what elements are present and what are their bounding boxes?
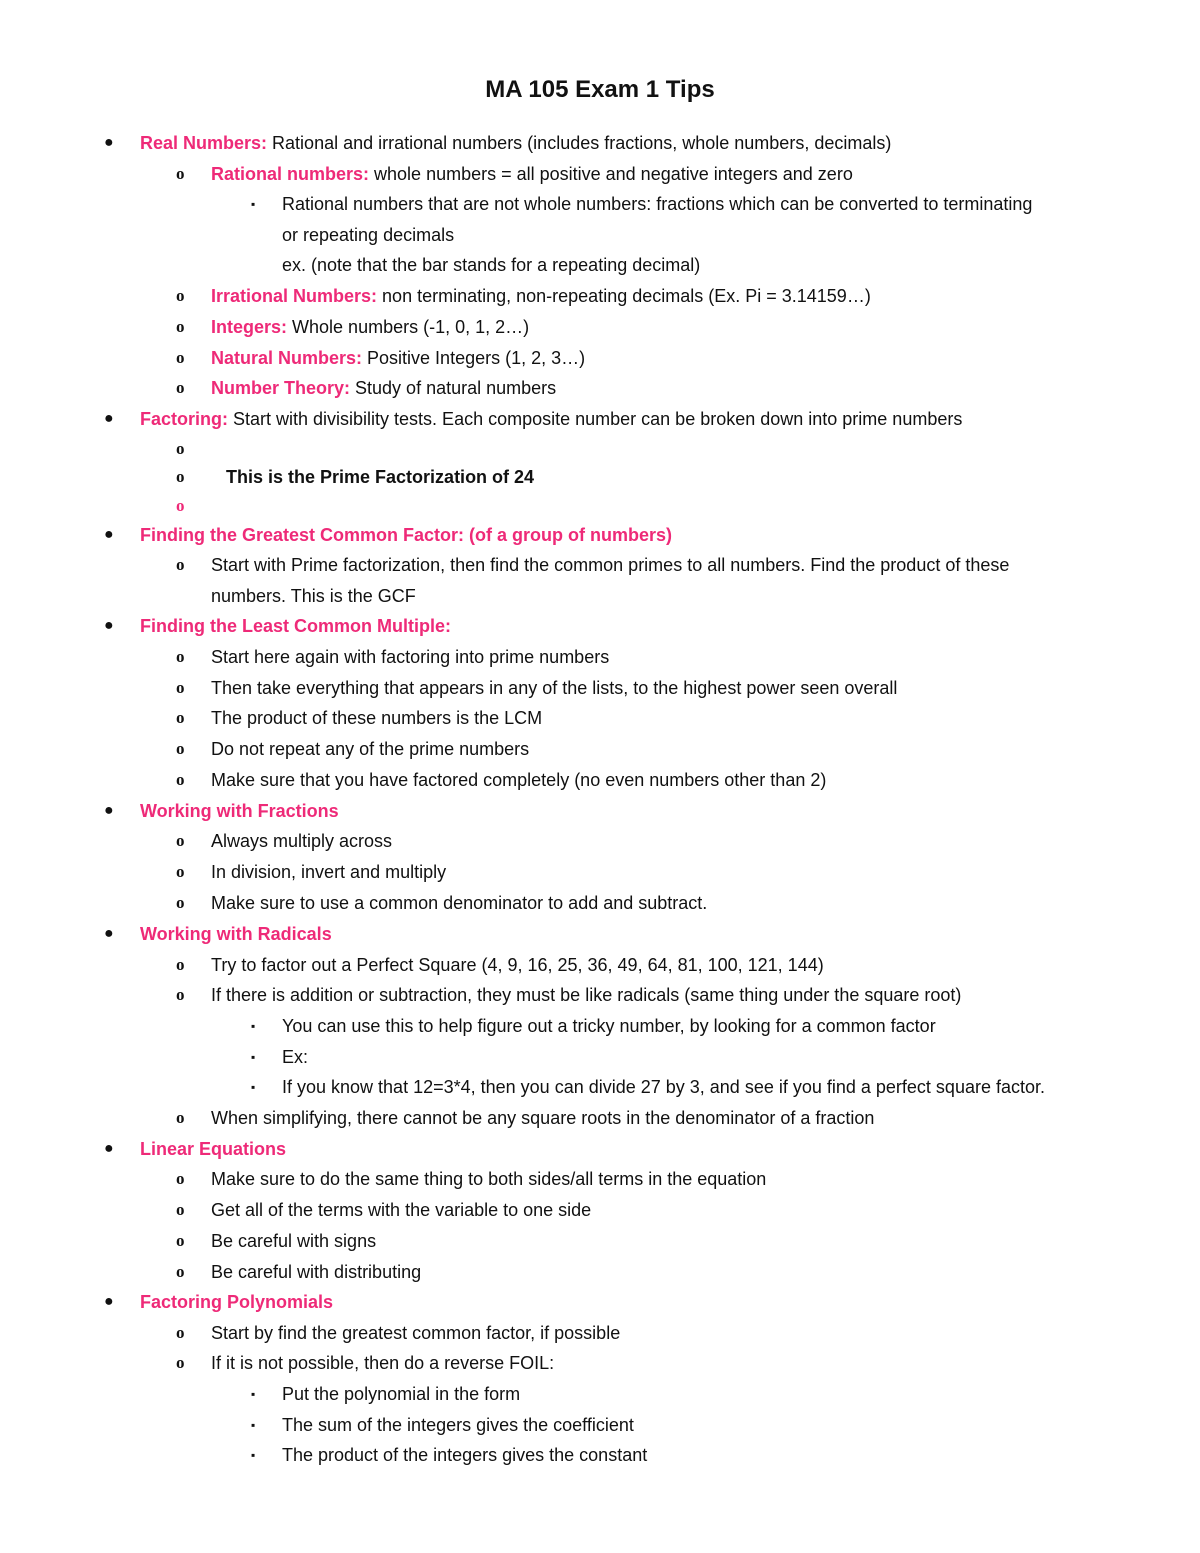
- section-heading: Factoring:: [140, 409, 228, 429]
- bullet-icon: o: [176, 678, 185, 697]
- bullet-icon: o: [176, 1231, 185, 1250]
- list-item: o Be careful with signs: [176, 1231, 377, 1251]
- bullet-icon: o: [176, 1262, 185, 1281]
- list-item: o Make sure that you have factored completely (no even numbers other than 2): [176, 770, 827, 790]
- bullet-icon: ▪: [251, 197, 256, 211]
- list-item: ▪ You can use this to help figure out a tricky number, by looking for a common factor: [251, 1016, 936, 1036]
- list-item: ▪ If you know that 12=3*4, then you can divide 27 by 3, and see if you find a perfect square factor.: [251, 1077, 1045, 1097]
- bullet-icon: o: [176, 555, 185, 574]
- bullet-icon: ▪: [251, 1080, 256, 1094]
- list-item: o The product of these numbers is the LCM: [176, 708, 543, 728]
- list-item: o This is the Prime Factorization of 24: [176, 467, 535, 487]
- bullet-icon: o: [176, 893, 185, 912]
- bullet-icon: ●: [104, 526, 114, 543]
- list-item: o Start by find the greatest common factor, if possible: [176, 1323, 621, 1343]
- bullet-icon: o: [176, 647, 185, 666]
- bullet-icon: o: [176, 1108, 185, 1127]
- bullet-icon: ●: [104, 617, 114, 634]
- section-heading: Real Numbers:: [140, 133, 268, 153]
- bullet-icon: o: [176, 467, 185, 486]
- bullet-icon: ●: [104, 134, 114, 151]
- list-item: [104, 1290, 334, 1314]
- list-item: o Integers: Whole numbers (-1, 0, 1, 2…): [176, 317, 530, 337]
- bullet-icon: o: [176, 1200, 185, 1219]
- bullet-icon: o: [176, 317, 185, 336]
- bullet-icon: ●: [104, 802, 114, 819]
- bullet-icon: ▪: [251, 1050, 256, 1064]
- list-item: o If there is addition or subtraction, they must be like radicals (same thing under the square root): [176, 985, 962, 1005]
- list-item: ▪ Put the polynomial in the form: [251, 1384, 521, 1404]
- list-item: [104, 614, 451, 638]
- bullet-icon: ▪: [251, 1019, 256, 1033]
- section-heading: Finding the Least Common Multiple:: [140, 616, 451, 636]
- list-item: ▪ The product of the integers gives the constant: [251, 1445, 648, 1465]
- section-heading: Linear Equations: [140, 1139, 287, 1159]
- section-heading: Factoring Polynomials: [140, 1292, 334, 1312]
- list-item: o Rational numbers: whole numbers = all positive and negative integers and zero: [176, 164, 853, 184]
- bullet-icon: ▪: [251, 1448, 256, 1462]
- list-item: ▪ The sum of the integers gives the coefficient: [251, 1415, 634, 1435]
- bullet-icon: o: [176, 1353, 185, 1372]
- list-item: o Be careful with distributing: [176, 1262, 422, 1282]
- list-item: [104, 799, 339, 823]
- list-item: o Natural Numbers: Positive Integers (1, 2, 3…): [176, 348, 586, 368]
- section-heading: Working with Fractions: [140, 801, 339, 821]
- bullet-icon: o: [176, 708, 185, 727]
- bullet-icon: ●: [104, 925, 114, 942]
- bullet-icon: ▪: [251, 1418, 256, 1432]
- list-item: [104, 523, 673, 547]
- bullet-icon: o: [176, 831, 185, 850]
- list-item: o Irrational Numbers: non terminating, non-repeating decimals (Ex. Pi = 3.14159…): [176, 286, 871, 306]
- section-heading: Working with Radicals: [140, 924, 332, 944]
- list-item: o Make sure to do the same thing to both sides/all terms in the equation: [176, 1169, 767, 1189]
- bullet-icon: o: [176, 1323, 185, 1342]
- bullet-icon: o: [176, 286, 185, 305]
- list-item: [104, 1137, 287, 1161]
- list-item: [104, 922, 332, 946]
- bullet-icon: o: [176, 955, 185, 974]
- bullet-icon: o: [176, 862, 185, 881]
- list-item: o If it is not possible, then do a reverse FOIL:: [176, 1353, 555, 1373]
- bullet-icon: o: [176, 739, 185, 758]
- list-item-continuation: numbers. This is the GCF: [211, 586, 416, 606]
- bullet-icon: ▪: [251, 1387, 256, 1401]
- bullet-icon: o: [176, 348, 185, 367]
- bullet-icon: o: [176, 985, 185, 1004]
- bullet-icon: o: [176, 164, 185, 183]
- bullet-icon: o: [176, 770, 185, 789]
- list-item: o Start here again with factoring into prime numbers: [176, 647, 610, 667]
- page-title: MA 105 Exam 1 Tips: [485, 76, 715, 103]
- list-item: o In division, invert and multiply: [176, 862, 447, 882]
- bullet-icon: o: [176, 378, 185, 397]
- list-item: o Make sure to use a common denominator to add and subtract.: [176, 893, 708, 913]
- list-item: o Number Theory: Study of natural numbers: [176, 378, 557, 398]
- list-item: ▪ Rational numbers that are not whole numbers: fractions which can be converted to terminating: [251, 194, 1033, 214]
- bullet-icon: ●: [104, 410, 114, 427]
- bullet-icon: ●: [104, 1293, 114, 1310]
- list-item-continuation: ex. (note that the bar stands for a repeating decimal): [282, 255, 701, 275]
- list-item: ▪ Ex:: [251, 1047, 309, 1067]
- list-item: o Then take everything that appears in any of the lists, to the highest power seen overall: [176, 678, 898, 698]
- list-item: o Get all of the terms with the variable to one side: [176, 1200, 592, 1220]
- list-item-continuation: or repeating decimals: [282, 225, 455, 245]
- list-item: o Do not repeat any of the prime numbers: [176, 739, 530, 759]
- section-heading: Finding the Greatest Common Factor: (of a group of numbers): [140, 525, 673, 545]
- list-item: o Start with Prime factorization, then find the common primes to all numbers. Find the product of these: [176, 555, 1010, 575]
- list-item: o Try to factor out a Perfect Square (4, 9, 16, 25, 36, 49, 64, 81, 100, 121, 144): [176, 955, 824, 975]
- list-item: o When simplifying, there cannot be any square roots in the denominator of a fraction: [176, 1108, 875, 1128]
- bullet-icon: o: [176, 439, 185, 458]
- bullet-icon: o: [176, 1169, 185, 1188]
- bullet-icon: ●: [104, 1140, 114, 1157]
- list-item: ● Real Numbers: Rational and irrational numbers (includes fractions, whole numbers, decimals): [104, 133, 892, 153]
- list-item: o Always multiply across: [176, 831, 393, 851]
- bullet-icon: o: [176, 496, 185, 515]
- list-item: ● Factoring: Start with divisibility tests. Each composite number can be broken down into prime numbers: [104, 409, 963, 429]
